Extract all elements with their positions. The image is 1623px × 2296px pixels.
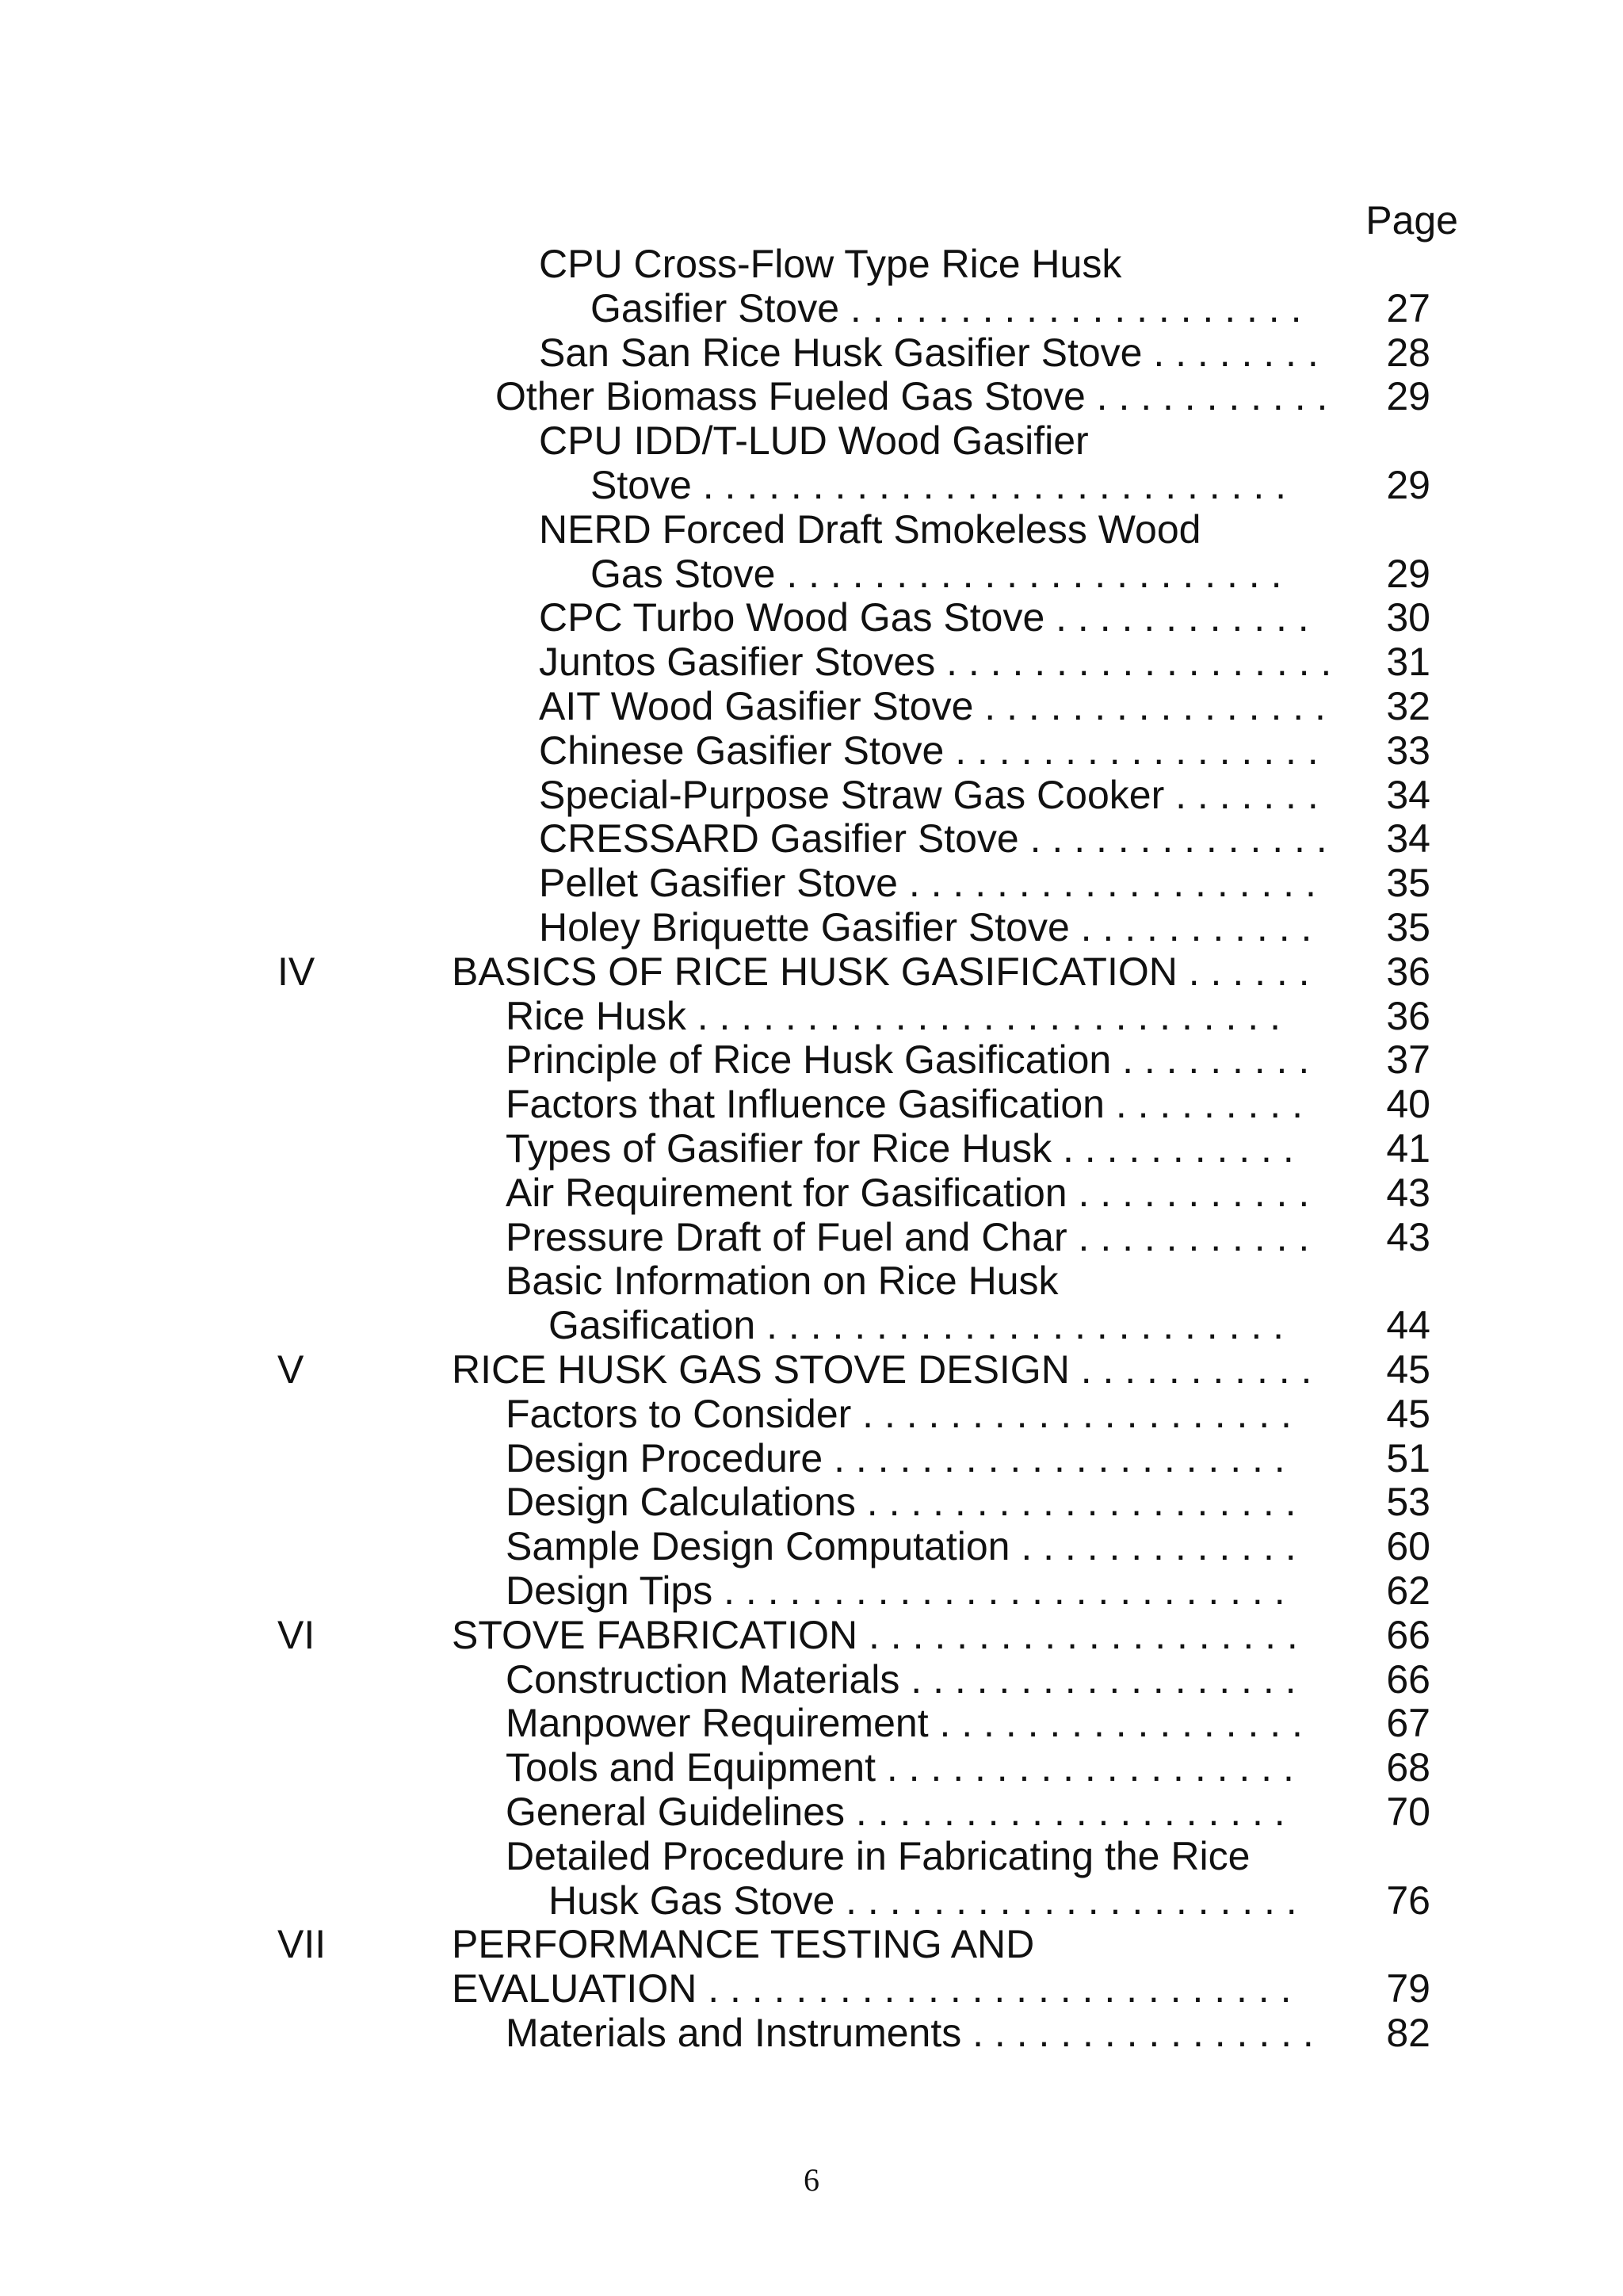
toc-line	[0, 1657, 1623, 1702]
toc-line	[0, 1303, 1623, 1347]
entry-title: NERD Forced Draft Smokeless Wood	[539, 507, 1201, 552]
entry-page: 45	[1386, 1392, 1430, 1436]
entry-page: 76	[1386, 1878, 1430, 1923]
toc-line	[0, 1171, 1623, 1215]
entry-title: General Guidelines . . . . . . . . . . . . . . . . . . . .	[506, 1790, 1285, 1834]
entry-title: RICE HUSK GAS STOVE DESIGN . . . . . . . . . . .	[452, 1347, 1312, 1392]
entry-page: 45	[1386, 1347, 1430, 1392]
entry-title: Manpower Requirement . . . . . . . . . . . . . . . . .	[506, 1701, 1303, 1745]
entry-title: Factors that Influence Gasification . . . . . . . . .	[506, 1082, 1303, 1126]
entry-page: 34	[1386, 773, 1430, 817]
entry-title: Types of Gasifier for Rice Husk . . . . . . . . . . .	[506, 1126, 1294, 1171]
toc-line	[0, 1834, 1623, 1878]
entry-page: 70	[1386, 1790, 1430, 1834]
entry-page: 43	[1386, 1171, 1430, 1215]
toc-line	[0, 418, 1623, 463]
toc-line	[0, 684, 1623, 728]
entry-page: 51	[1386, 1436, 1430, 1480]
entry-title: Basic Information on Rice Husk	[506, 1259, 1059, 1303]
entry-page: 30	[1386, 595, 1430, 640]
entry-page: 27	[1386, 286, 1430, 330]
toc-line	[0, 1480, 1623, 1524]
entry-page: 62	[1386, 1568, 1430, 1613]
toc-line	[0, 1701, 1623, 1745]
entry-page: 35	[1386, 905, 1430, 949]
toc-line	[0, 463, 1623, 507]
entry-title: STOVE FABRICATION . . . . . . . . . . . . . . . . . . . .	[452, 1613, 1298, 1657]
entry-title: Pellet Gasifier Stove . . . . . . . . . . . . . . . . . . .	[539, 861, 1316, 905]
toc-line	[0, 374, 1623, 418]
toc-line	[0, 1568, 1623, 1613]
toc-line	[0, 1347, 1623, 1392]
entry-title: CPC Turbo Wood Gas Stove . . . . . . . . . . . .	[539, 595, 1309, 640]
entry-title: Air Requirement for Gasification . . . . . . . . . . .	[506, 1171, 1310, 1215]
entry-title: Detailed Procedure in Fabricating the Rice	[506, 1834, 1251, 1878]
entry-page: 82	[1386, 2011, 1430, 2055]
chapter-number: IV	[277, 949, 315, 994]
toc-line	[0, 1613, 1623, 1657]
toc-line	[0, 1215, 1623, 1259]
entry-page: 67	[1386, 1701, 1430, 1745]
entry-page: 60	[1386, 1524, 1430, 1568]
toc-line	[0, 1922, 1623, 1966]
entry-title: Gasification . . . . . . . . . . . . . . . . . . . . . . . .	[548, 1303, 1285, 1347]
entry-title: CPU Cross-Flow Type Rice Husk	[539, 242, 1122, 286]
page-column-heading: Page	[1365, 198, 1458, 243]
toc-line	[0, 330, 1623, 375]
entry-page: 33	[1386, 728, 1430, 773]
toc-line	[0, 1790, 1623, 1834]
entry-title: CRESSARD Gasifier Stove . . . . . . . . . . . . . .	[539, 816, 1327, 861]
entry-title: CPU IDD/T-LUD Wood Gasifier	[539, 418, 1089, 463]
entry-title: Gasifier Stove . . . . . . . . . . . . . . . . . . . . .	[590, 286, 1302, 330]
entry-title: Design Tips . . . . . . . . . . . . . . . . . . . . . . . . . .	[506, 1568, 1285, 1613]
toc-line	[0, 994, 1623, 1038]
chapter-number: V	[277, 1347, 304, 1392]
toc-line	[0, 552, 1623, 596]
toc-line	[0, 816, 1623, 861]
toc-line	[0, 949, 1623, 994]
entry-title: Principle of Rice Husk Gasification . . . . . . . . .	[506, 1037, 1310, 1082]
entry-page: 41	[1386, 1126, 1430, 1171]
entry-page: 37	[1386, 1037, 1430, 1082]
entry-title: Rice Husk . . . . . . . . . . . . . . . . . . . . . . . . . . .	[506, 994, 1281, 1038]
entry-title: Chinese Gasifier Stove . . . . . . . . . . . . . . . . .	[539, 728, 1319, 773]
entry-title: AIT Wood Gasifier Stove . . . . . . . . . . . . . . . .	[539, 684, 1326, 728]
entry-title: Gas Stove . . . . . . . . . . . . . . . . . . . . . . .	[590, 552, 1282, 596]
toc-line	[0, 595, 1623, 640]
entry-title: Pressure Draft of Fuel and Char . . . . . . . . . . .	[506, 1215, 1310, 1259]
entry-title: Juntos Gasifier Stoves . . . . . . . . . . . . . . . . . .	[539, 640, 1332, 684]
chapter-number: VII	[277, 1922, 327, 1966]
entry-page: 36	[1386, 949, 1430, 994]
toc-line	[0, 1436, 1623, 1480]
toc-line	[0, 1745, 1623, 1790]
toc-line	[0, 1524, 1623, 1568]
toc-line	[0, 1126, 1623, 1171]
entry-title: Factors to Consider . . . . . . . . . . . . . . . . . . . .	[506, 1392, 1292, 1436]
entry-page: 29	[1386, 374, 1430, 418]
entry-title: Special-Purpose Straw Gas Cooker . . . . . . .	[539, 773, 1319, 817]
entry-title: PERFORMANCE TESTING AND	[452, 1922, 1035, 1966]
toc-line	[0, 728, 1623, 773]
entry-page: 44	[1386, 1303, 1430, 1347]
toc-line	[0, 1037, 1623, 1082]
toc-line	[0, 242, 1623, 286]
entry-page: 31	[1386, 640, 1430, 684]
entry-page: 32	[1386, 684, 1430, 728]
entry-title: Construction Materials . . . . . . . . . . . . . . . . . .	[506, 1657, 1296, 1702]
toc-line	[0, 1259, 1623, 1303]
entry-title: Other Biomass Fueled Gas Stove . . . . . . . . . . .	[495, 374, 1328, 418]
entry-title: BASICS OF RICE HUSK GASIFICATION . . . . . .	[452, 949, 1310, 994]
toc-line	[0, 773, 1623, 817]
entry-title: San San Rice Husk Gasifier Stove . . . . . . . .	[539, 330, 1319, 375]
entry-title: Holey Briquette Gasifier Stove . . . . . . . . . . .	[539, 905, 1312, 949]
entry-page: 53	[1386, 1480, 1430, 1524]
entry-page: 43	[1386, 1215, 1430, 1259]
entry-page: 28	[1386, 330, 1430, 375]
chapter-number: VI	[277, 1613, 315, 1657]
toc-line	[0, 861, 1623, 905]
entry-page: 29	[1386, 463, 1430, 507]
toc-line	[0, 1082, 1623, 1126]
entry-title: EVALUATION . . . . . . . . . . . . . . . . . . . . . . . . . . .	[452, 1966, 1292, 2011]
toc-line	[0, 286, 1623, 330]
toc-line	[0, 1878, 1623, 1923]
entry-page: 35	[1386, 861, 1430, 905]
toc-line	[0, 640, 1623, 684]
entry-page: 36	[1386, 994, 1430, 1038]
toc-line	[0, 2011, 1623, 2055]
entry-page: 40	[1386, 1082, 1430, 1126]
entry-title: Materials and Instruments . . . . . . . . . . . . . . . .	[506, 2011, 1314, 2055]
entry-title: Tools and Equipment . . . . . . . . . . . . . . . . . . .	[506, 1745, 1294, 1790]
entry-page: 29	[1386, 552, 1430, 596]
toc-line	[0, 1966, 1623, 2011]
entry-title: Design Procedure . . . . . . . . . . . . . . . . . . . . .	[506, 1436, 1285, 1480]
entry-page: 66	[1386, 1657, 1430, 1702]
entry-page: 66	[1386, 1613, 1430, 1657]
toc-line	[0, 1392, 1623, 1436]
entry-title: Husk Gas Stove . . . . . . . . . . . . . . . . . . . . .	[548, 1878, 1297, 1923]
entry-title: Design Calculations . . . . . . . . . . . . . . . . . . . .	[506, 1480, 1296, 1524]
entry-title: Sample Design Computation . . . . . . . . . . . . .	[506, 1524, 1296, 1568]
entry-page: 79	[1386, 1966, 1430, 2011]
entry-page: 34	[1386, 816, 1430, 861]
entry-title: Stove . . . . . . . . . . . . . . . . . . . . . . . . . . .	[590, 463, 1287, 507]
page-number: 6	[804, 2162, 819, 2198]
toc-line	[0, 507, 1623, 552]
toc-line	[0, 905, 1623, 949]
entry-page: 68	[1386, 1745, 1430, 1790]
